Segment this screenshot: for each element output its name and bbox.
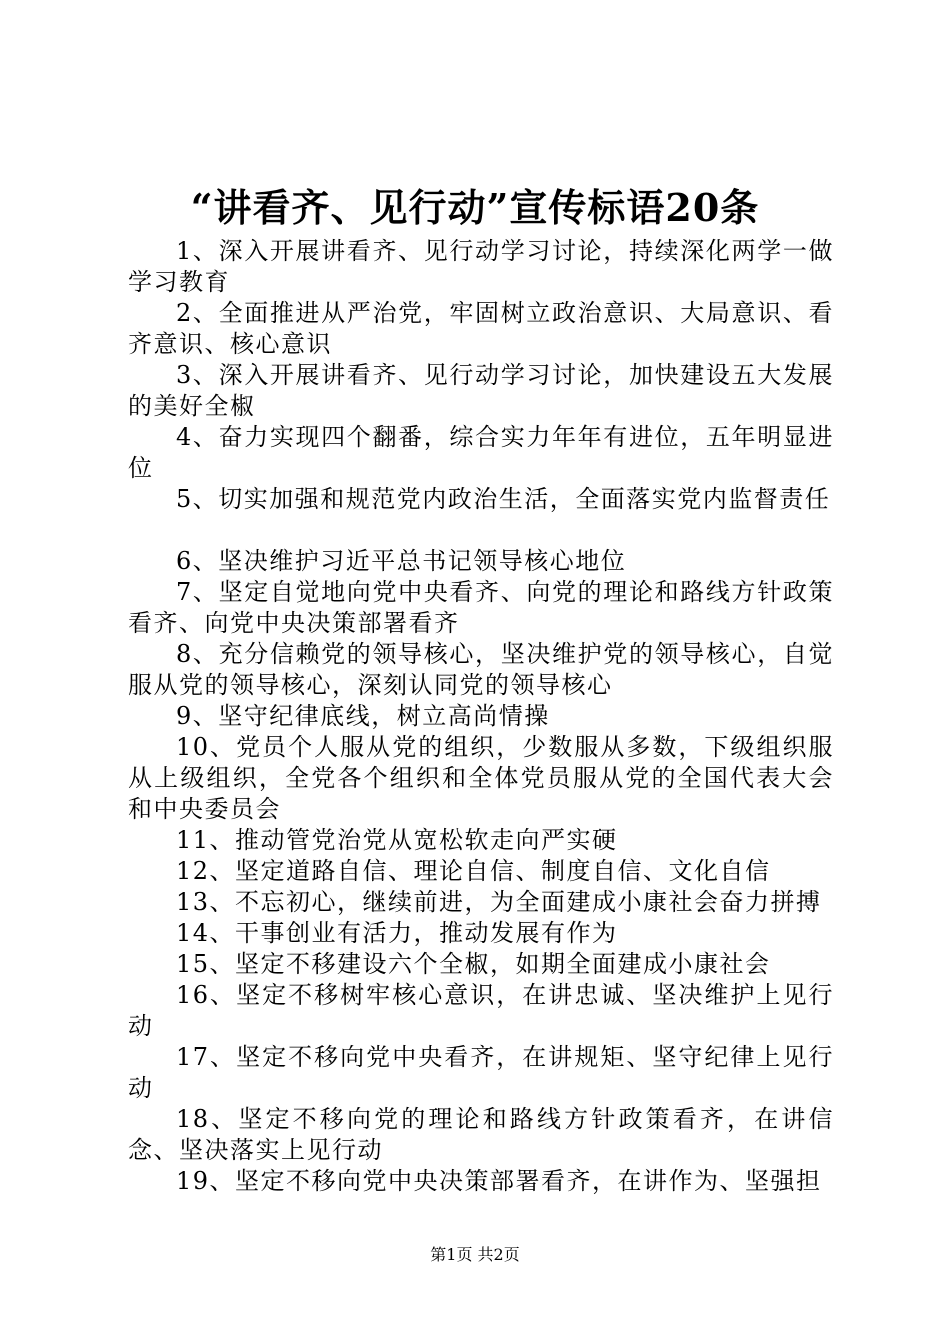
slogan-item-13: 13、不忘初心，继续前进，为全面建成小康社会奋力拼搏	[176, 888, 822, 916]
slogan-item-7: 7、坚定自觉地向党中央看齐、向党的理论和路线方针政策看齐、向党中央决策部署看齐	[128, 578, 834, 637]
slogan-item-9: 9、坚守纪律底线，树立高尚情操	[176, 702, 550, 730]
slogan-item-2: 2、全面推进从严治党，牢固树立政治意识、大局意识、看齐意识、核心意识	[128, 299, 834, 358]
slogan-list	[128, 236, 834, 1197]
slogan-item-5: 5、切实加强和规范党内政治生活，全面落实党内监督责任	[176, 485, 831, 513]
slogan-item-6: 6、坚决维护习近平总书记领导核心地位	[176, 547, 627, 575]
slogan-item-19: 19、坚定不移向党中央决策部署看齐，在讲作为、坚强担	[176, 1167, 822, 1195]
slogan-item-15: 15、坚定不移建设六个全椒，如期全面建成小康社会	[176, 950, 771, 978]
page-title: “讲看齐、见行动”宣传标语20条	[190, 185, 760, 230]
slogan-item-4: 4、奋力实现四个翻番，综合实力年年有进位，五年明显进位	[128, 423, 834, 482]
slogan-item-12: 12、坚定道路自信、理论自信、制度自信、文化自信	[176, 857, 771, 885]
slogan-item-18: 18、坚定不移向党的理论和路线方针政策看齐，在讲信念、坚决落实上见行动	[128, 1105, 834, 1164]
slogan-item-17: 17、坚定不移向党中央看齐，在讲规矩、坚守纪律上见行动	[128, 1043, 834, 1102]
slogan-item-3: 3、深入开展讲看齐、见行动学习讨论，加快建设五大发展的美好全椒	[128, 361, 834, 420]
slogan-item-1: 1、深入开展讲看齐、见行动学习讨论，持续深化两学一做学习教育	[128, 237, 834, 296]
slogan-item-11: 11、推动管党治党从宽松软走向严实硬	[176, 826, 618, 854]
slogan-item-14: 14、干事创业有活力，推动发展有作为	[176, 919, 618, 947]
slogan-item-16: 16、坚定不移树牢核心意识，在讲忠诚、坚决维护上见行动	[128, 981, 834, 1040]
page-footer: 第1页 共2页	[430, 1245, 520, 1264]
slogan-item-10: 10、党员个人服从党的组织，少数服从多数，下级组织服从上级组织，全党各个组织和全体党员服从党的全国代表大会和中央委员会	[128, 733, 834, 823]
slogan-item-8: 8、充分信赖党的领导核心，坚决维护党的领导核心，自觉服从党的领导核心，深刻认同党的领导核心	[128, 640, 834, 699]
